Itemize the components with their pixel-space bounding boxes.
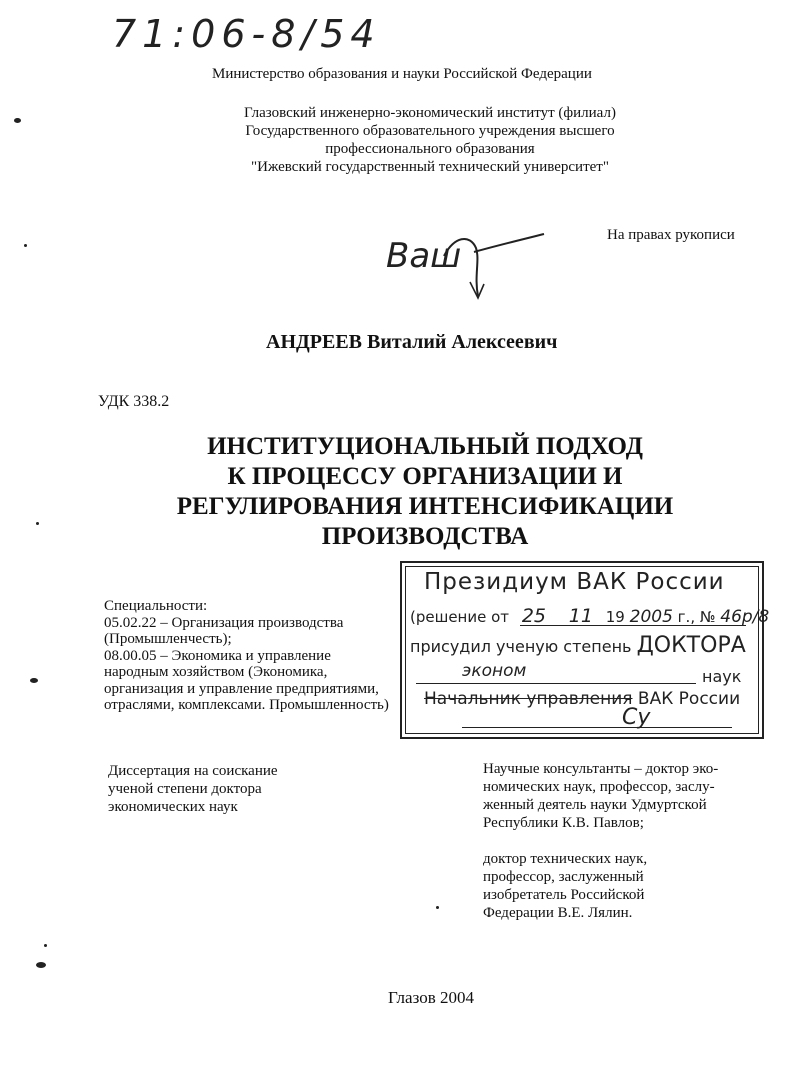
consultant-gap bbox=[483, 832, 743, 850]
institution-block bbox=[190, 104, 670, 176]
stamp-decision-prefix: (решение от bbox=[410, 608, 510, 626]
scan-speck bbox=[36, 962, 46, 968]
stamp-year-handwritten: 2005 bbox=[629, 607, 673, 627]
dissertation-line: экономических наук bbox=[108, 799, 238, 815]
consultant-line: женный деятель науки Удмуртской bbox=[483, 797, 707, 813]
scan-speck bbox=[436, 906, 439, 909]
stamp-number: 46р/8 bbox=[720, 607, 770, 627]
consultant-line: номических наук, профессор, заслу- bbox=[483, 779, 715, 795]
dissertation-block bbox=[108, 762, 308, 816]
stamp-field-line bbox=[416, 683, 696, 684]
archive-number: 71:06-8/54 bbox=[112, 12, 381, 56]
specialty-line: Специальности: bbox=[104, 598, 208, 614]
scan-speck bbox=[14, 118, 21, 123]
consultant-line: Республики К.В. Павлов; bbox=[483, 815, 644, 831]
consultant-line: Научные консультанты – доктор эко- bbox=[483, 761, 719, 777]
vak-stamp bbox=[400, 561, 770, 739]
stamp-signature-line bbox=[462, 727, 732, 728]
stamp-signature: Су bbox=[622, 705, 651, 730]
stamp-degree: ДОКТОРА bbox=[636, 633, 746, 658]
specialties-block bbox=[104, 598, 424, 714]
dissertation-line: Диссертация на соискание bbox=[108, 763, 278, 779]
stamp-head: Начальник управления bbox=[424, 689, 633, 709]
consultant2-line: доктор технических наук, bbox=[483, 851, 648, 867]
stamp-award-line bbox=[410, 633, 746, 658]
specialty-line: организация и управление предприятиями, bbox=[104, 680, 379, 697]
stamp-year-printed: 19 bbox=[605, 608, 625, 626]
specialty-line: 08.00.05 – Экономика и управление bbox=[104, 647, 331, 664]
city-year: Глазов 2004 bbox=[388, 988, 474, 1007]
stamp-day: 25 bbox=[521, 605, 546, 627]
stamp-awarded: присудил ученую степень bbox=[410, 637, 632, 656]
stamp-field-handwritten: эконом bbox=[462, 661, 527, 681]
stamp-decision-line bbox=[410, 605, 769, 627]
stamp-month: 11 bbox=[568, 605, 593, 627]
handwritten-scribble bbox=[440, 226, 550, 302]
consultants-block bbox=[483, 760, 743, 922]
stamp-number-prefix: г., № bbox=[677, 608, 716, 626]
stamp-sciences: наук bbox=[702, 667, 742, 686]
dissertation-title bbox=[130, 432, 720, 552]
institution-line: "Ижевский государственный технический университет" bbox=[251, 159, 609, 175]
scan-speck bbox=[30, 678, 38, 683]
title-line: К ПРОЦЕССУ ОРГАНИЗАЦИИ И bbox=[227, 463, 623, 490]
institution-line: профессионального образования bbox=[325, 141, 535, 157]
specialty-line: 05.02.22 – Организация производства bbox=[104, 614, 344, 631]
specialty-line: народным хозяйством (Экономика, bbox=[104, 664, 328, 680]
scan-speck bbox=[24, 244, 27, 247]
handwritten-note: Ваш bbox=[386, 236, 462, 276]
author-name: АНДРЕЕВ Виталий Алексеевич bbox=[266, 331, 558, 353]
stamp-underline bbox=[520, 625, 746, 626]
institution-line: Государственного образовательного учреждения высшего bbox=[245, 123, 615, 139]
scan-speck bbox=[44, 944, 47, 947]
specialty-line: отраслями, комплексами. Промышленность) bbox=[104, 697, 389, 713]
ministry-line: Министерство образования и науки Российской Федерации bbox=[212, 66, 592, 82]
title-line: РЕГУЛИРОВАНИЯ ИНТЕНСИФИКАЦИИ bbox=[176, 493, 674, 520]
stamp-head-line bbox=[424, 689, 740, 709]
consultant2-line: Федерации В.Е. Лялин. bbox=[483, 905, 633, 921]
rights-note: На правах рукописи bbox=[607, 227, 735, 243]
dissertation-line: ученой степени доктора bbox=[108, 781, 262, 797]
stamp-vak: ВАК России bbox=[637, 689, 741, 709]
consultant2-line: профессор, заслуженный bbox=[483, 869, 644, 885]
institution-line: Глазовский инженерно-экономический институт (филиал) bbox=[244, 105, 616, 121]
stamp-title: Президиум ВАК России bbox=[424, 569, 725, 595]
consultant2-line: изобретатель Российской bbox=[483, 887, 645, 903]
specialty-line: (Промышленчесть); bbox=[104, 631, 232, 647]
scan-speck bbox=[36, 522, 39, 525]
udc-code: УДК 338.2 bbox=[98, 393, 170, 410]
title-line: ПРОИЗВОДСТВА bbox=[321, 523, 529, 550]
title-line: ИНСТИТУЦИОНАЛЬНЫЙ ПОДХОД bbox=[207, 433, 643, 460]
